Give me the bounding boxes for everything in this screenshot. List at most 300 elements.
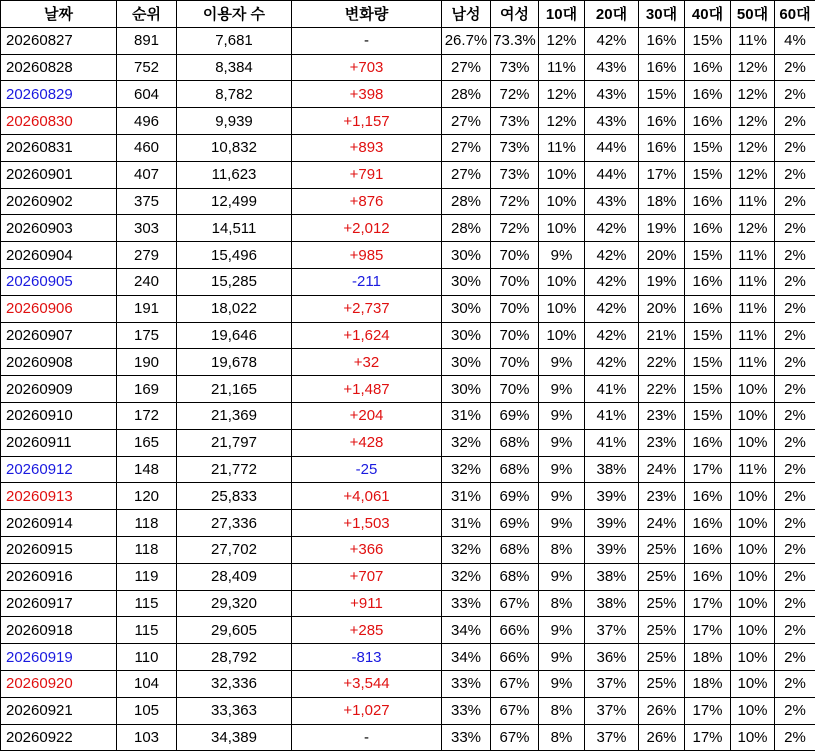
date-cell: 20260909 bbox=[1, 376, 117, 403]
table-row bbox=[1, 349, 815, 376]
age-40-cell: 15% bbox=[685, 376, 731, 403]
age-50-cell: 10% bbox=[731, 376, 775, 403]
age-10-cell: 9% bbox=[539, 644, 585, 671]
age-50-cell: 10% bbox=[731, 617, 775, 644]
age-30-cell: 25% bbox=[639, 590, 685, 617]
date-cell: 20260829 bbox=[1, 81, 117, 108]
date-cell: 20260831 bbox=[1, 134, 117, 161]
age-60-cell: 2% bbox=[775, 349, 815, 376]
age-50-cell: 10% bbox=[731, 670, 775, 697]
header-change: 변화량 bbox=[292, 1, 442, 28]
age-30-cell: 19% bbox=[639, 268, 685, 295]
female-cell: 73% bbox=[491, 161, 539, 188]
users-cell: 21,369 bbox=[177, 402, 292, 429]
male-cell: 31% bbox=[442, 510, 491, 537]
change-cell: - bbox=[292, 27, 442, 54]
male-cell: 33% bbox=[442, 590, 491, 617]
date-cell: 20260907 bbox=[1, 322, 117, 349]
age-50-cell: 11% bbox=[731, 322, 775, 349]
age-60-cell: 2% bbox=[775, 81, 815, 108]
age-20-cell: 43% bbox=[585, 188, 639, 215]
table-row bbox=[1, 188, 815, 215]
age-60-cell: 2% bbox=[775, 456, 815, 483]
female-cell: 67% bbox=[491, 724, 539, 751]
age-20-cell: 42% bbox=[585, 349, 639, 376]
age-60-cell: 2% bbox=[775, 215, 815, 242]
table-row bbox=[1, 161, 815, 188]
age-20-cell: 43% bbox=[585, 108, 639, 135]
date-cell: 20260905 bbox=[1, 268, 117, 295]
age-40-cell: 15% bbox=[685, 27, 731, 54]
age-60-cell: 2% bbox=[775, 108, 815, 135]
age-30-cell: 16% bbox=[639, 27, 685, 54]
age-30-cell: 25% bbox=[639, 563, 685, 590]
age-10-cell: 9% bbox=[539, 670, 585, 697]
header-row bbox=[1, 1, 815, 28]
age-50-cell: 11% bbox=[731, 268, 775, 295]
female-cell: 73% bbox=[491, 108, 539, 135]
age-20-cell: 37% bbox=[585, 697, 639, 724]
male-cell: 31% bbox=[442, 483, 491, 510]
age-20-cell: 43% bbox=[585, 54, 639, 81]
rank-cell: 407 bbox=[117, 161, 177, 188]
age-30-cell: 16% bbox=[639, 134, 685, 161]
header-female: 여성 bbox=[491, 1, 539, 28]
age-20-cell: 39% bbox=[585, 510, 639, 537]
header-age-30: 30대 bbox=[639, 1, 685, 28]
change-cell: +204 bbox=[292, 402, 442, 429]
rank-cell: 496 bbox=[117, 108, 177, 135]
male-cell: 26.7% bbox=[442, 27, 491, 54]
header-male: 남성 bbox=[442, 1, 491, 28]
rank-cell: 118 bbox=[117, 536, 177, 563]
rank-cell: 191 bbox=[117, 295, 177, 322]
age-10-cell: 10% bbox=[539, 188, 585, 215]
age-40-cell: 15% bbox=[685, 402, 731, 429]
date-cell: 20260828 bbox=[1, 54, 117, 81]
age-20-cell: 38% bbox=[585, 456, 639, 483]
date-cell: 20260830 bbox=[1, 108, 117, 135]
users-cell: 21,797 bbox=[177, 429, 292, 456]
age-20-cell: 43% bbox=[585, 81, 639, 108]
female-cell: 67% bbox=[491, 590, 539, 617]
age-60-cell: 2% bbox=[775, 644, 815, 671]
change-cell: - bbox=[292, 724, 442, 751]
age-30-cell: 17% bbox=[639, 161, 685, 188]
age-10-cell: 10% bbox=[539, 215, 585, 242]
age-10-cell: 8% bbox=[539, 536, 585, 563]
age-60-cell: 2% bbox=[775, 295, 815, 322]
age-30-cell: 22% bbox=[639, 349, 685, 376]
change-cell: +876 bbox=[292, 188, 442, 215]
age-30-cell: 16% bbox=[639, 54, 685, 81]
age-10-cell: 9% bbox=[539, 402, 585, 429]
female-cell: 68% bbox=[491, 456, 539, 483]
age-60-cell: 2% bbox=[775, 376, 815, 403]
users-cell: 15,496 bbox=[177, 242, 292, 269]
age-50-cell: 12% bbox=[731, 54, 775, 81]
table-row bbox=[1, 563, 815, 590]
age-40-cell: 16% bbox=[685, 563, 731, 590]
rank-cell: 119 bbox=[117, 563, 177, 590]
rank-cell: 115 bbox=[117, 617, 177, 644]
users-cell: 11,623 bbox=[177, 161, 292, 188]
rank-cell: 110 bbox=[117, 644, 177, 671]
age-20-cell: 42% bbox=[585, 322, 639, 349]
users-cell: 27,336 bbox=[177, 510, 292, 537]
age-10-cell: 9% bbox=[539, 376, 585, 403]
male-cell: 27% bbox=[442, 108, 491, 135]
users-cell: 29,605 bbox=[177, 617, 292, 644]
date-cell: 20260913 bbox=[1, 483, 117, 510]
age-50-cell: 12% bbox=[731, 161, 775, 188]
age-50-cell: 10% bbox=[731, 510, 775, 537]
table-row bbox=[1, 724, 815, 751]
change-cell: -211 bbox=[292, 268, 442, 295]
age-10-cell: 9% bbox=[539, 510, 585, 537]
female-cell: 72% bbox=[491, 188, 539, 215]
age-60-cell: 2% bbox=[775, 510, 815, 537]
header-date: 날짜 bbox=[1, 1, 117, 28]
table-row bbox=[1, 81, 815, 108]
age-50-cell: 11% bbox=[731, 188, 775, 215]
age-20-cell: 37% bbox=[585, 724, 639, 751]
age-50-cell: 12% bbox=[731, 81, 775, 108]
female-cell: 66% bbox=[491, 617, 539, 644]
date-cell: 20260915 bbox=[1, 536, 117, 563]
age-50-cell: 10% bbox=[731, 644, 775, 671]
users-cell: 29,320 bbox=[177, 590, 292, 617]
users-cell: 19,678 bbox=[177, 349, 292, 376]
age-50-cell: 10% bbox=[731, 483, 775, 510]
users-cell: 18,022 bbox=[177, 295, 292, 322]
date-cell: 20260917 bbox=[1, 590, 117, 617]
rank-cell: 115 bbox=[117, 590, 177, 617]
age-60-cell: 2% bbox=[775, 429, 815, 456]
table-row bbox=[1, 27, 815, 54]
rank-cell: 118 bbox=[117, 510, 177, 537]
age-20-cell: 42% bbox=[585, 242, 639, 269]
age-60-cell: 2% bbox=[775, 590, 815, 617]
age-20-cell: 36% bbox=[585, 644, 639, 671]
age-50-cell: 10% bbox=[731, 402, 775, 429]
table-row bbox=[1, 644, 815, 671]
header-age-50: 50대 bbox=[731, 1, 775, 28]
date-cell: 20260916 bbox=[1, 563, 117, 590]
change-cell: +285 bbox=[292, 617, 442, 644]
age-60-cell: 2% bbox=[775, 54, 815, 81]
change-cell: -813 bbox=[292, 644, 442, 671]
age-60-cell: 2% bbox=[775, 161, 815, 188]
change-cell: +707 bbox=[292, 563, 442, 590]
age-20-cell: 44% bbox=[585, 161, 639, 188]
rank-cell: 891 bbox=[117, 27, 177, 54]
age-30-cell: 26% bbox=[639, 724, 685, 751]
age-10-cell: 9% bbox=[539, 617, 585, 644]
male-cell: 30% bbox=[442, 349, 491, 376]
table-row bbox=[1, 242, 815, 269]
date-cell: 20260921 bbox=[1, 697, 117, 724]
rank-cell: 240 bbox=[117, 268, 177, 295]
table-body bbox=[1, 27, 815, 751]
rank-cell: 165 bbox=[117, 429, 177, 456]
age-50-cell: 11% bbox=[731, 349, 775, 376]
age-40-cell: 16% bbox=[685, 429, 731, 456]
age-50-cell: 12% bbox=[731, 134, 775, 161]
age-10-cell: 9% bbox=[539, 456, 585, 483]
age-10-cell: 10% bbox=[539, 268, 585, 295]
male-cell: 33% bbox=[442, 670, 491, 697]
age-30-cell: 21% bbox=[639, 322, 685, 349]
change-cell: +1,487 bbox=[292, 376, 442, 403]
users-cell: 14,511 bbox=[177, 215, 292, 242]
table-row bbox=[1, 295, 815, 322]
age-60-cell: 2% bbox=[775, 322, 815, 349]
age-60-cell: 2% bbox=[775, 268, 815, 295]
table-row bbox=[1, 402, 815, 429]
female-cell: 73% bbox=[491, 54, 539, 81]
age-60-cell: 2% bbox=[775, 188, 815, 215]
age-60-cell: 2% bbox=[775, 724, 815, 751]
age-40-cell: 15% bbox=[685, 242, 731, 269]
table-row bbox=[1, 215, 815, 242]
age-20-cell: 38% bbox=[585, 563, 639, 590]
table-row bbox=[1, 108, 815, 135]
users-cell: 27,702 bbox=[177, 536, 292, 563]
age-50-cell: 10% bbox=[731, 536, 775, 563]
female-cell: 69% bbox=[491, 402, 539, 429]
table-row bbox=[1, 322, 815, 349]
rank-cell: 375 bbox=[117, 188, 177, 215]
age-10-cell: 9% bbox=[539, 429, 585, 456]
header-age-40: 40대 bbox=[685, 1, 731, 28]
table-row bbox=[1, 376, 815, 403]
male-cell: 34% bbox=[442, 617, 491, 644]
date-cell: 20260912 bbox=[1, 456, 117, 483]
male-cell: 34% bbox=[442, 644, 491, 671]
users-cell: 15,285 bbox=[177, 268, 292, 295]
male-cell: 31% bbox=[442, 402, 491, 429]
date-cell: 20260827 bbox=[1, 27, 117, 54]
age-30-cell: 25% bbox=[639, 644, 685, 671]
male-cell: 32% bbox=[442, 456, 491, 483]
table-row bbox=[1, 670, 815, 697]
date-cell: 20260920 bbox=[1, 670, 117, 697]
female-cell: 66% bbox=[491, 644, 539, 671]
rank-cell: 190 bbox=[117, 349, 177, 376]
male-cell: 30% bbox=[442, 268, 491, 295]
age-20-cell: 44% bbox=[585, 134, 639, 161]
users-cell: 8,782 bbox=[177, 81, 292, 108]
male-cell: 33% bbox=[442, 697, 491, 724]
female-cell: 70% bbox=[491, 322, 539, 349]
rank-cell: 279 bbox=[117, 242, 177, 269]
age-60-cell: 2% bbox=[775, 483, 815, 510]
age-40-cell: 16% bbox=[685, 483, 731, 510]
age-40-cell: 15% bbox=[685, 161, 731, 188]
age-40-cell: 18% bbox=[685, 670, 731, 697]
age-10-cell: 12% bbox=[539, 81, 585, 108]
age-40-cell: 17% bbox=[685, 697, 731, 724]
age-40-cell: 15% bbox=[685, 349, 731, 376]
age-10-cell: 12% bbox=[539, 27, 585, 54]
female-cell: 68% bbox=[491, 563, 539, 590]
date-cell: 20260904 bbox=[1, 242, 117, 269]
rank-cell: 169 bbox=[117, 376, 177, 403]
users-cell: 25,833 bbox=[177, 483, 292, 510]
change-cell: +1,503 bbox=[292, 510, 442, 537]
age-30-cell: 25% bbox=[639, 617, 685, 644]
date-cell: 20260903 bbox=[1, 215, 117, 242]
table-row bbox=[1, 697, 815, 724]
age-50-cell: 11% bbox=[731, 242, 775, 269]
age-20-cell: 41% bbox=[585, 402, 639, 429]
date-cell: 20260919 bbox=[1, 644, 117, 671]
male-cell: 32% bbox=[442, 536, 491, 563]
age-30-cell: 26% bbox=[639, 697, 685, 724]
age-30-cell: 25% bbox=[639, 536, 685, 563]
female-cell: 67% bbox=[491, 670, 539, 697]
age-30-cell: 24% bbox=[639, 510, 685, 537]
rank-cell: 103 bbox=[117, 724, 177, 751]
age-20-cell: 39% bbox=[585, 483, 639, 510]
age-50-cell: 10% bbox=[731, 697, 775, 724]
age-20-cell: 42% bbox=[585, 215, 639, 242]
age-30-cell: 23% bbox=[639, 402, 685, 429]
age-30-cell: 20% bbox=[639, 295, 685, 322]
age-50-cell: 10% bbox=[731, 590, 775, 617]
date-cell: 20260902 bbox=[1, 188, 117, 215]
age-20-cell: 37% bbox=[585, 617, 639, 644]
table-row bbox=[1, 456, 815, 483]
change-cell: +1,624 bbox=[292, 322, 442, 349]
male-cell: 33% bbox=[442, 724, 491, 751]
female-cell: 67% bbox=[491, 697, 539, 724]
table-row bbox=[1, 54, 815, 81]
female-cell: 70% bbox=[491, 376, 539, 403]
change-cell: +703 bbox=[292, 54, 442, 81]
change-cell: +2,012 bbox=[292, 215, 442, 242]
users-cell: 33,363 bbox=[177, 697, 292, 724]
age-50-cell: 11% bbox=[731, 456, 775, 483]
male-cell: 30% bbox=[442, 242, 491, 269]
rank-cell: 148 bbox=[117, 456, 177, 483]
change-cell: +2,737 bbox=[292, 295, 442, 322]
age-40-cell: 16% bbox=[685, 268, 731, 295]
age-40-cell: 16% bbox=[685, 215, 731, 242]
header-users: 이용자 수 bbox=[177, 1, 292, 28]
age-10-cell: 8% bbox=[539, 590, 585, 617]
change-cell: -25 bbox=[292, 456, 442, 483]
users-cell: 21,772 bbox=[177, 456, 292, 483]
age-10-cell: 10% bbox=[539, 295, 585, 322]
change-cell: +1,157 bbox=[292, 108, 442, 135]
age-10-cell: 8% bbox=[539, 724, 585, 751]
change-cell: +428 bbox=[292, 429, 442, 456]
users-cell: 19,646 bbox=[177, 322, 292, 349]
age-50-cell: 12% bbox=[731, 108, 775, 135]
date-cell: 20260906 bbox=[1, 295, 117, 322]
table-row bbox=[1, 617, 815, 644]
age-40-cell: 16% bbox=[685, 81, 731, 108]
users-cell: 9,939 bbox=[177, 108, 292, 135]
age-60-cell: 2% bbox=[775, 242, 815, 269]
age-10-cell: 9% bbox=[539, 349, 585, 376]
female-cell: 73.3% bbox=[491, 27, 539, 54]
change-cell: +791 bbox=[292, 161, 442, 188]
age-50-cell: 11% bbox=[731, 27, 775, 54]
change-cell: +32 bbox=[292, 349, 442, 376]
female-cell: 70% bbox=[491, 268, 539, 295]
age-30-cell: 20% bbox=[639, 242, 685, 269]
female-cell: 69% bbox=[491, 510, 539, 537]
table-row bbox=[1, 483, 815, 510]
age-10-cell: 11% bbox=[539, 134, 585, 161]
change-cell: +985 bbox=[292, 242, 442, 269]
age-40-cell: 16% bbox=[685, 510, 731, 537]
age-60-cell: 2% bbox=[775, 697, 815, 724]
header-age-10: 10대 bbox=[539, 1, 585, 28]
users-cell: 8,384 bbox=[177, 54, 292, 81]
male-cell: 28% bbox=[442, 215, 491, 242]
age-10-cell: 9% bbox=[539, 563, 585, 590]
date-cell: 20260910 bbox=[1, 402, 117, 429]
age-10-cell: 11% bbox=[539, 54, 585, 81]
age-20-cell: 41% bbox=[585, 376, 639, 403]
users-cell: 12,499 bbox=[177, 188, 292, 215]
header-age-20: 20대 bbox=[585, 1, 639, 28]
date-cell: 20260918 bbox=[1, 617, 117, 644]
age-30-cell: 15% bbox=[639, 81, 685, 108]
age-50-cell: 10% bbox=[731, 429, 775, 456]
users-cell: 28,792 bbox=[177, 644, 292, 671]
rank-cell: 752 bbox=[117, 54, 177, 81]
rank-cell: 303 bbox=[117, 215, 177, 242]
male-cell: 32% bbox=[442, 563, 491, 590]
change-cell: +398 bbox=[292, 81, 442, 108]
date-cell: 20260914 bbox=[1, 510, 117, 537]
age-60-cell: 2% bbox=[775, 536, 815, 563]
table-row bbox=[1, 429, 815, 456]
male-cell: 27% bbox=[442, 134, 491, 161]
change-cell: +893 bbox=[292, 134, 442, 161]
age-20-cell: 39% bbox=[585, 536, 639, 563]
age-10-cell: 12% bbox=[539, 108, 585, 135]
age-40-cell: 17% bbox=[685, 456, 731, 483]
users-cell: 10,832 bbox=[177, 134, 292, 161]
age-10-cell: 10% bbox=[539, 322, 585, 349]
table-row bbox=[1, 268, 815, 295]
age-20-cell: 38% bbox=[585, 590, 639, 617]
female-cell: 69% bbox=[491, 483, 539, 510]
age-10-cell: 10% bbox=[539, 161, 585, 188]
age-40-cell: 15% bbox=[685, 322, 731, 349]
table-row bbox=[1, 590, 815, 617]
age-30-cell: 19% bbox=[639, 215, 685, 242]
age-30-cell: 25% bbox=[639, 670, 685, 697]
change-cell: +1,027 bbox=[292, 697, 442, 724]
rank-cell: 104 bbox=[117, 670, 177, 697]
change-cell: +4,061 bbox=[292, 483, 442, 510]
age-20-cell: 42% bbox=[585, 27, 639, 54]
male-cell: 30% bbox=[442, 376, 491, 403]
male-cell: 28% bbox=[442, 188, 491, 215]
rank-cell: 172 bbox=[117, 402, 177, 429]
rank-cell: 175 bbox=[117, 322, 177, 349]
age-60-cell: 2% bbox=[775, 670, 815, 697]
female-cell: 70% bbox=[491, 349, 539, 376]
age-20-cell: 42% bbox=[585, 268, 639, 295]
